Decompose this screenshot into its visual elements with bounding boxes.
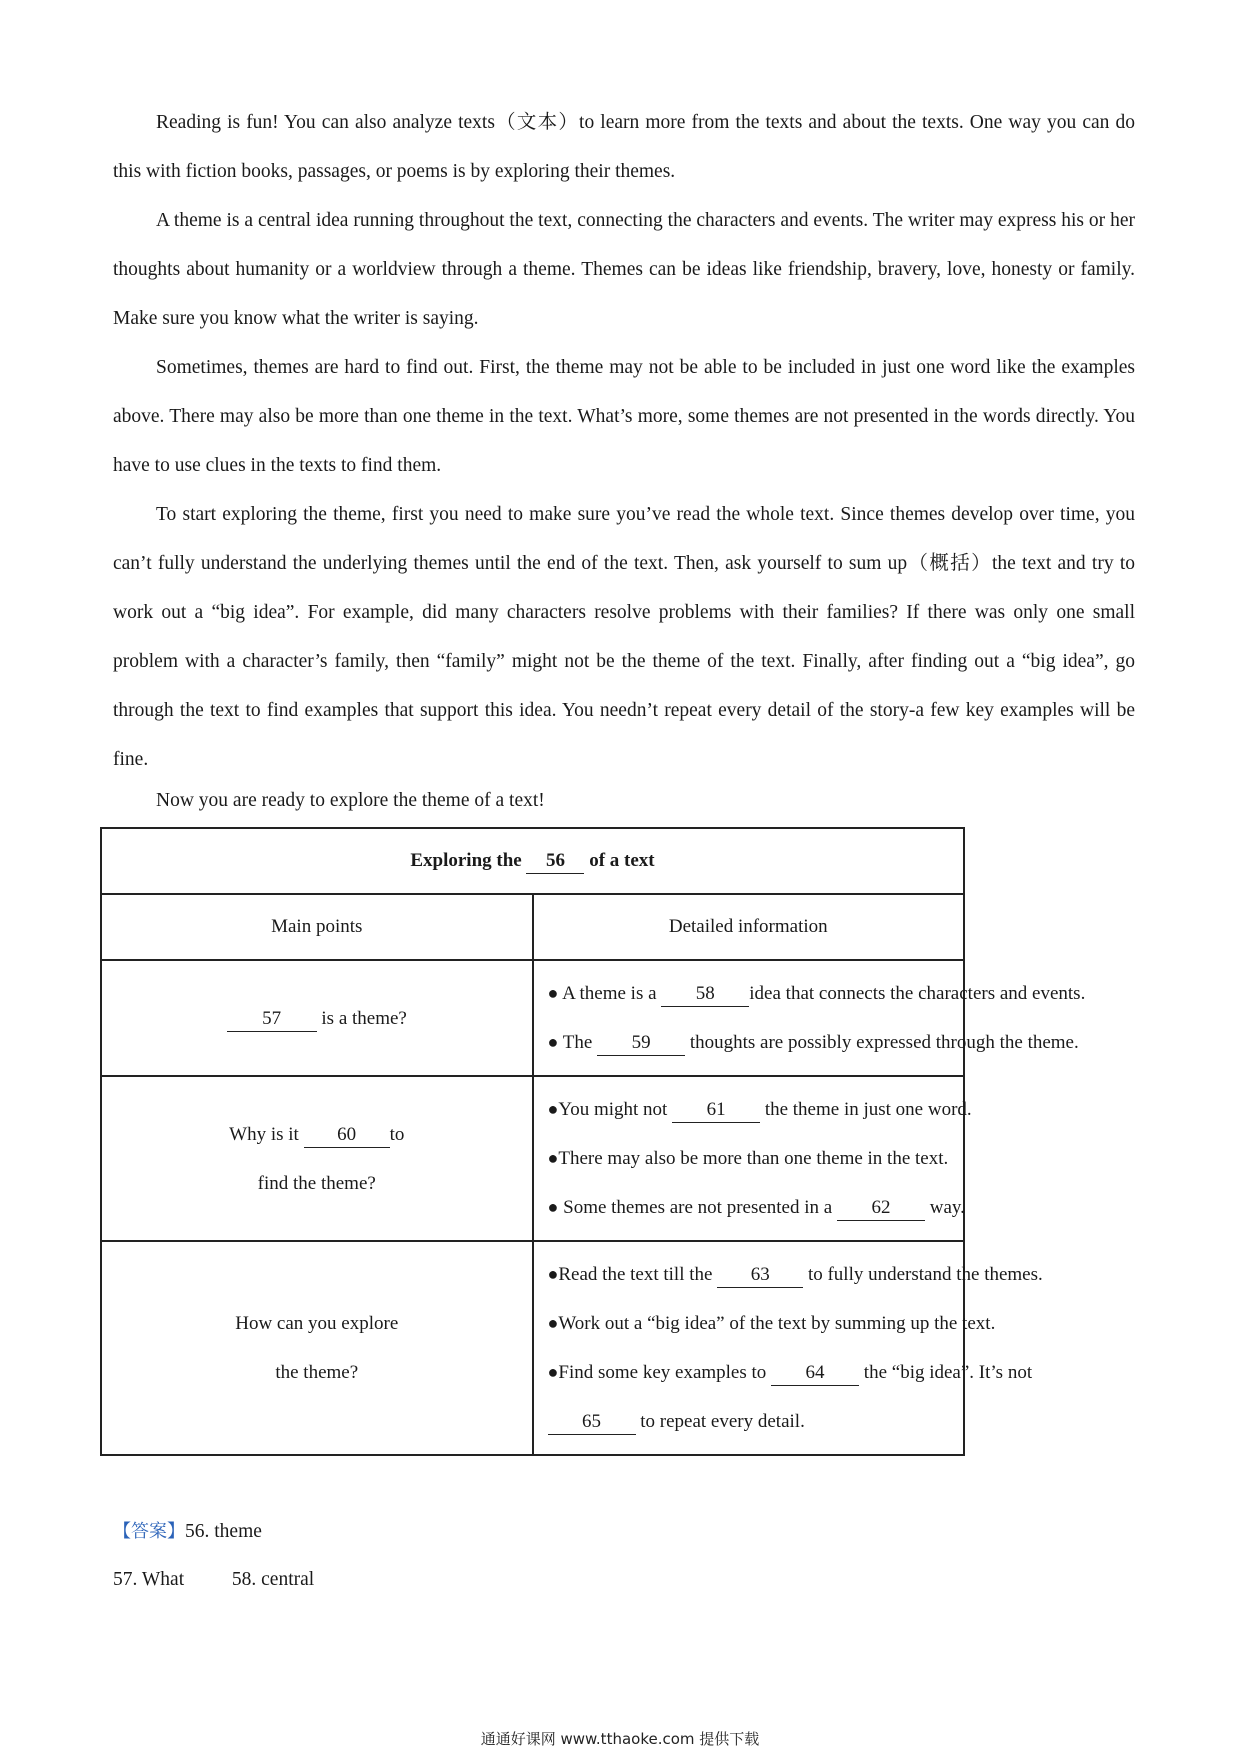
blank-61: 61	[672, 1098, 760, 1123]
table-row	[101, 960, 964, 1076]
bullet-icon: ●	[547, 1197, 559, 1217]
header-detailed-info: Detailed information	[533, 894, 965, 960]
blank-64: 64	[771, 1361, 859, 1386]
detail-line: ● The 59 thoughts are possibly expressed through the theme.	[548, 1018, 952, 1067]
table-row	[101, 1076, 964, 1241]
detail-line: ●Work out a “big idea” of the text by summing up the text.	[547, 1313, 996, 1334]
detail-line: ●You might not 61 the theme in just one word.	[548, 1085, 952, 1134]
blank-65: 65	[548, 1410, 636, 1435]
table-row	[101, 1241, 964, 1455]
details-3	[533, 1241, 1043, 1455]
details-1	[533, 960, 1086, 1076]
detail-line: ●There may also be more than one theme in the text.	[547, 1148, 949, 1169]
blank-58: 58	[661, 982, 749, 1007]
answer-58: 58. central	[231, 1569, 315, 1590]
detail-line: 65 to repeat every detail.	[548, 1397, 952, 1446]
table-title: Exploring the 56 of a text	[101, 828, 964, 894]
blank-62: 62	[837, 1196, 925, 1221]
paragraph-2: A theme is a central idea running throughout the text, connecting the characters and events. The writer may express his or her thoughts about humanity or a worldview through a theme. Themes can be ideas like friendship, bravery, love, honesty or family. Make sure you know what the writer is saying.	[113, 210, 1135, 329]
paragraph-3: Sometimes, themes are hard to find out. First, the theme may not be able to be included in just one word like the examples above. There may also be more than one theme in the text. What’s more, some themes are not presented in the words directly. You have to use clues in the texts to find them.	[113, 357, 1135, 476]
bullet-icon: ●	[547, 983, 559, 1003]
paragraph-1: Reading is fun! You can also analyze texts（文本）to learn more from the texts and about the texts. One way you can do this with fiction books, passages, or poems is by exploring their themes.	[113, 112, 1135, 182]
details-2	[533, 1076, 972, 1241]
bullet-icon: ●	[547, 1362, 559, 1382]
main-point-1: 57 is a theme?	[101, 960, 533, 1076]
answer-tag: 【答案】	[113, 1521, 185, 1542]
blank-60: 60	[304, 1123, 390, 1148]
blank-59: 59	[597, 1031, 685, 1056]
answer-56: 56. theme	[185, 1521, 262, 1542]
detail-line: ●Read the text till the 63 to fully understand the themes.	[548, 1250, 952, 1299]
bullet-icon: ●	[547, 1264, 559, 1284]
theme-table	[100, 827, 1086, 1456]
blank-57: 57	[227, 1007, 317, 1032]
header-main-points: Main points	[101, 894, 533, 960]
paragraph-4: To start exploring the theme, first you need to make sure you’ve read the whole text. Since themes develop over time, you can’t fully understand the underlying themes until the end of the text. Then, ask yourself to sum up（概括）the text and try to work out a “big idea”. For example, did many characters resolve problems with their families? If there was only one small problem with a character’s family, then “family” might not be the theme of the text. Finally, after finding out a “big idea”, go through the text to find examples that support this idea. You needn’t repeat every detail of the story-a few key examples will be fine.	[113, 504, 1135, 770]
main-point-2: Why is it 60 to find the theme?	[101, 1076, 533, 1241]
blank-63: 63	[717, 1263, 803, 1288]
reading-passage	[113, 98, 1135, 784]
main-point-3: How can you explore the theme?	[101, 1241, 533, 1455]
detail-line: ●Find some key examples to 64 the “big idea”. It’s not	[548, 1348, 952, 1397]
closing-line: Now you are ready to explore the theme of a text!	[156, 790, 545, 811]
detail-line: ● A theme is a 58 idea that connects the characters and events.	[548, 969, 952, 1018]
bullet-icon: ●	[547, 1313, 559, 1333]
page-footer: 通通好课网 www.tthaoke.com 提供下载	[480, 1730, 760, 1748]
bullet-icon: ●	[547, 1148, 559, 1168]
answer-57: 57. What	[113, 1569, 185, 1590]
blank-56: 56	[526, 849, 584, 874]
bullet-icon: ●	[547, 1032, 559, 1052]
detail-line: ● Some themes are not presented in a 62 way.	[548, 1183, 952, 1232]
answer-section	[113, 1508, 314, 1604]
bullet-icon: ●	[547, 1099, 559, 1119]
